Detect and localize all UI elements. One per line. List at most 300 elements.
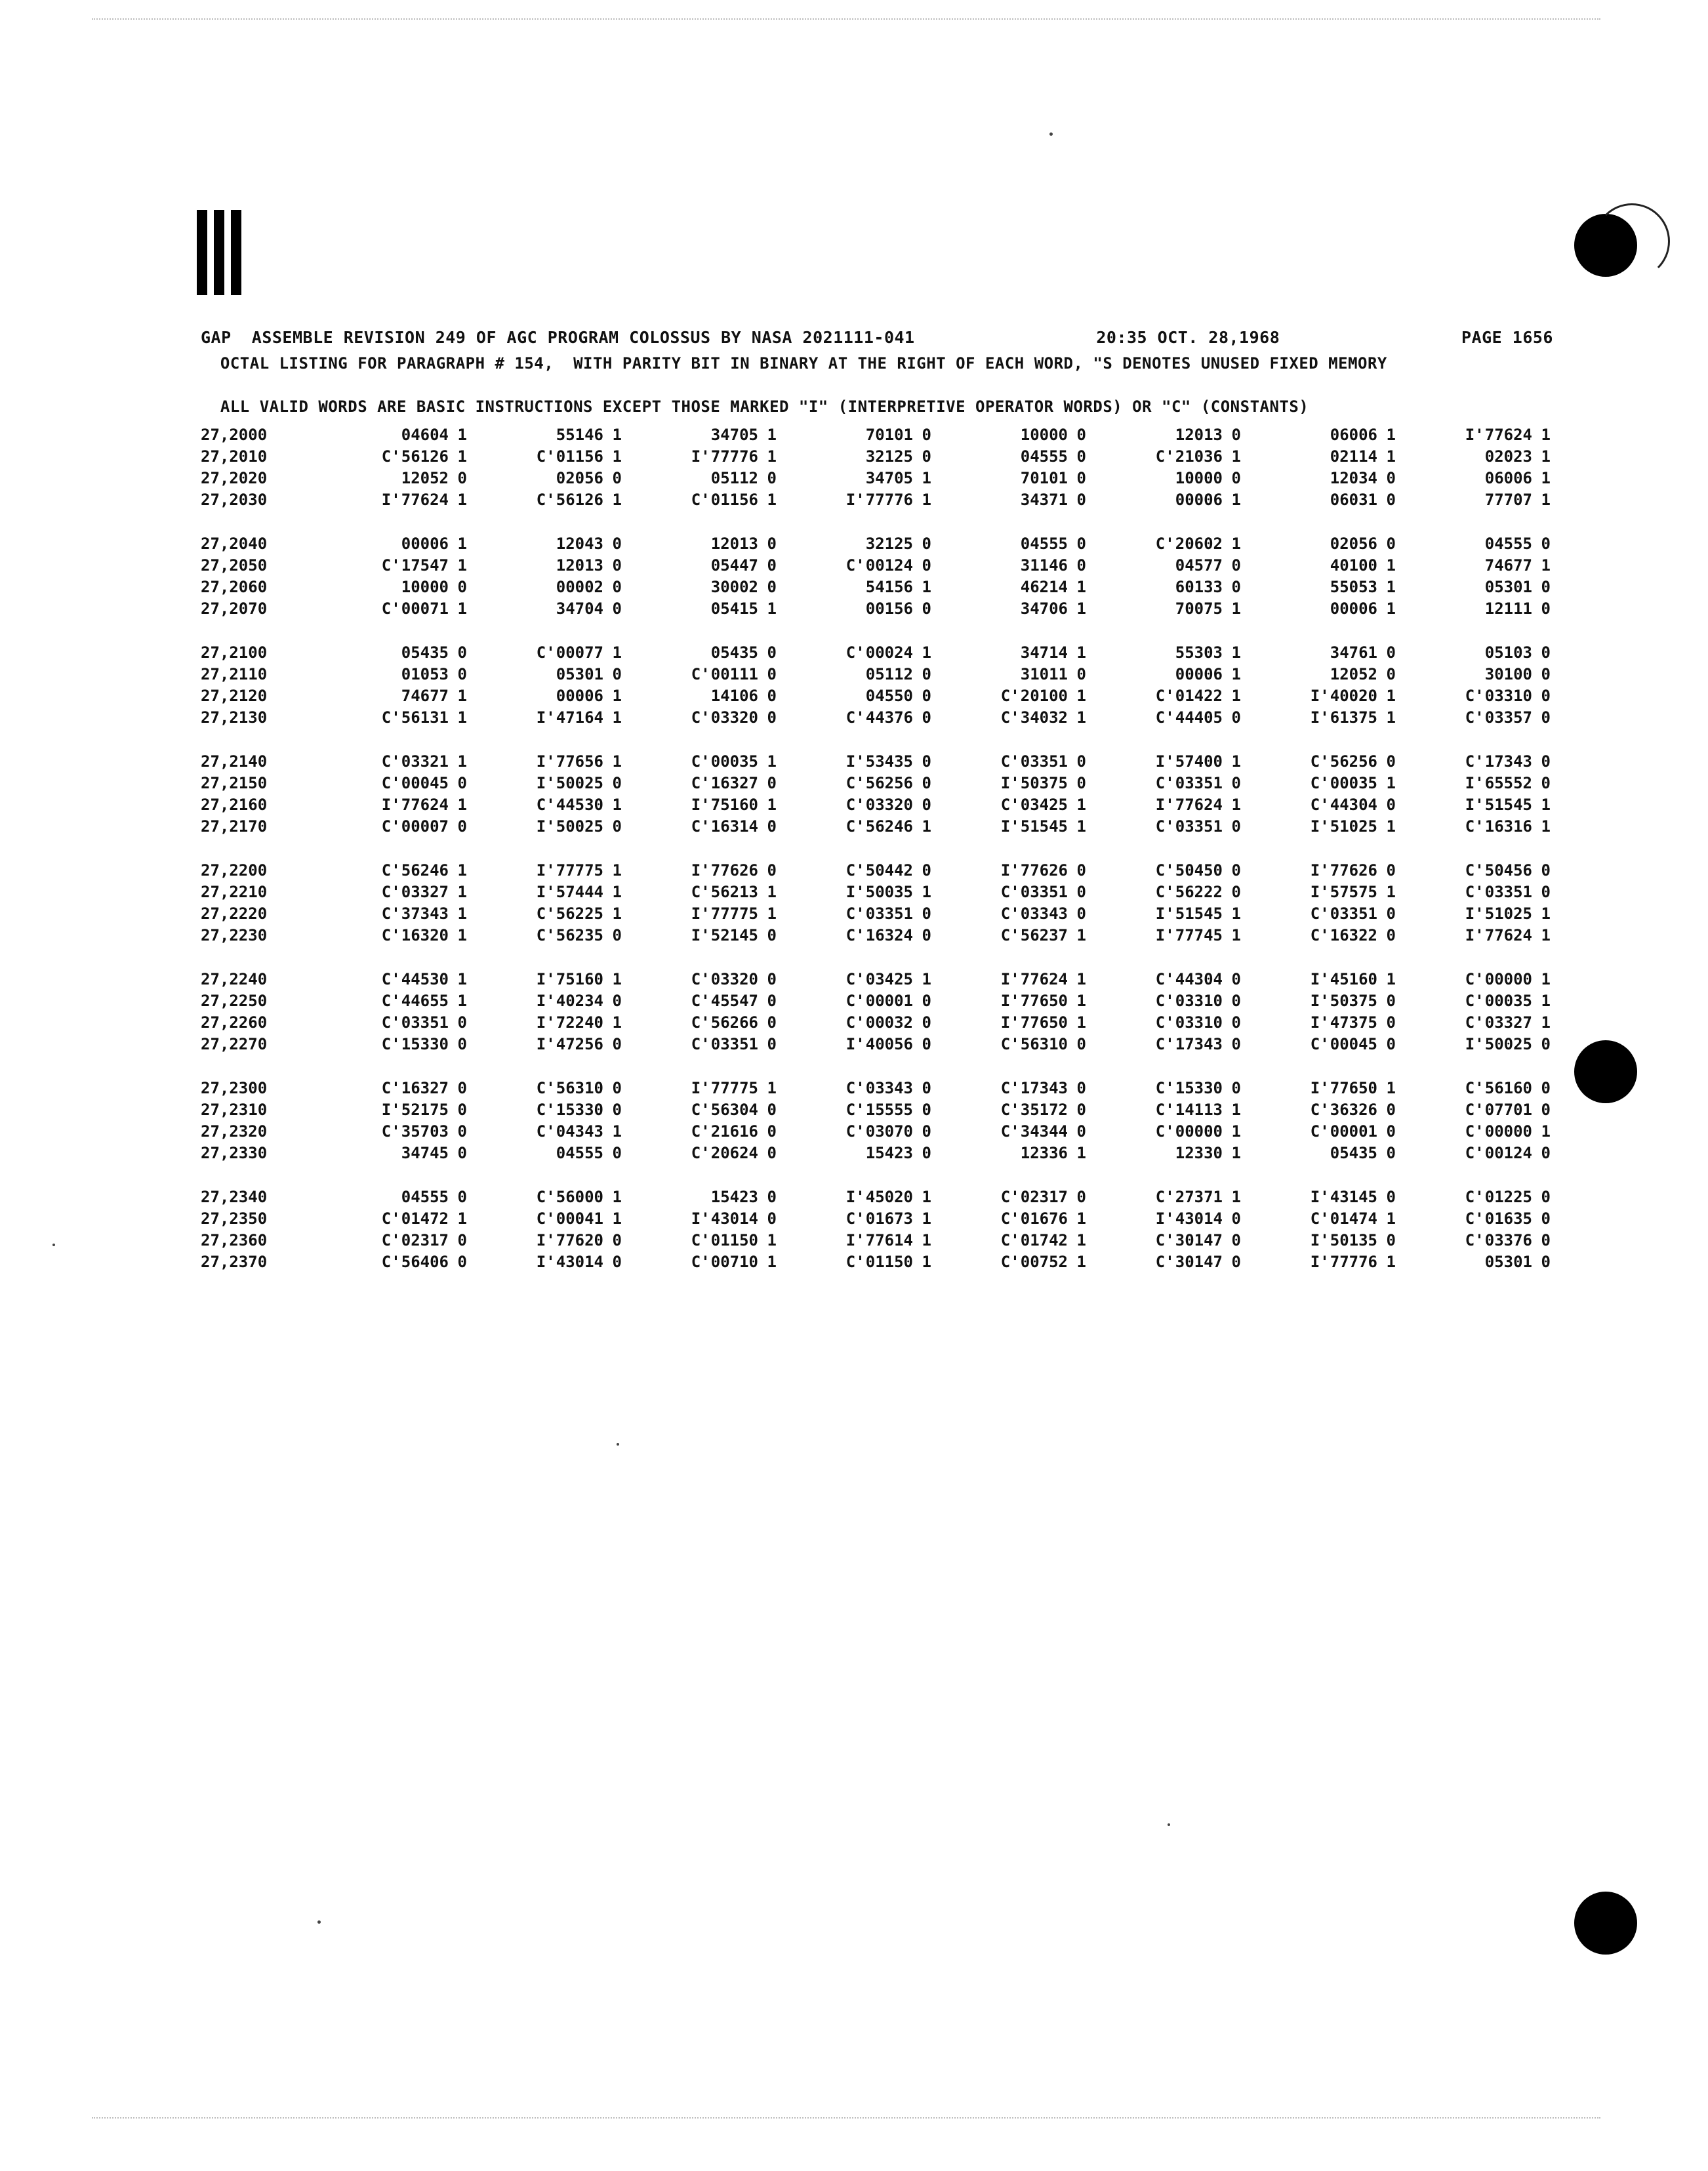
listing-row — [201, 598, 1553, 619]
parity-bit: 0 — [612, 817, 622, 836]
octal-word — [467, 643, 622, 662]
parity-bit: 0 — [612, 534, 622, 553]
octal-word — [622, 1231, 777, 1249]
octal-word — [312, 535, 467, 553]
word-value: 10000 — [401, 577, 449, 596]
word-marker: C' — [1155, 882, 1175, 901]
octal-word — [1086, 774, 1241, 792]
octal-word — [1396, 992, 1551, 1010]
word-marker: C' — [381, 1078, 401, 1097]
parity-bit: 1 — [457, 425, 467, 444]
word-value: 04550 — [865, 686, 913, 705]
parity-bit: 0 — [1386, 664, 1396, 683]
row-address: 27,2010 — [201, 447, 268, 466]
parity-bit: 0 — [1541, 577, 1551, 596]
word-marker: I' — [845, 882, 865, 901]
word-marker: C' — [691, 1230, 710, 1249]
word-value: 43014 — [1175, 1209, 1223, 1228]
octal-word — [1086, 1079, 1241, 1097]
octal-word — [1241, 556, 1396, 575]
parity-bit: 0 — [1541, 773, 1551, 792]
parity-bit: 0 — [922, 1013, 931, 1032]
octal-word — [1086, 861, 1241, 880]
parity-bit: 0 — [1541, 1252, 1551, 1271]
word-value: 02056 — [556, 468, 603, 487]
listing-row — [201, 706, 1553, 728]
word-value: 55146 — [556, 425, 603, 444]
parity-bit: 0 — [1541, 1143, 1551, 1162]
word-value: 20100 — [1020, 686, 1068, 705]
word-marker: C' — [1310, 1034, 1330, 1053]
parity-bit: 1 — [612, 1122, 622, 1141]
listing-row — [201, 1251, 1553, 1272]
word-value: 00006 — [1175, 664, 1223, 683]
row-address: 27,2340 — [201, 1187, 268, 1206]
parity-bit: 1 — [612, 643, 622, 662]
listing-row — [201, 1229, 1553, 1251]
parity-bit: 1 — [1386, 1252, 1396, 1271]
word-marker: C' — [1465, 1013, 1484, 1032]
word-marker: I' — [691, 861, 710, 880]
parity-bit: 1 — [1386, 969, 1396, 988]
parity-bit: 1 — [612, 708, 622, 727]
word-marker: C' — [691, 1100, 710, 1119]
octal-word — [312, 1209, 467, 1228]
word-marker: I' — [536, 1034, 556, 1053]
word-value: 56225 — [556, 904, 603, 923]
parity-bit: 1 — [1076, 925, 1086, 944]
word-value: 03070 — [865, 1122, 913, 1141]
word-value: 77624 — [1175, 795, 1223, 814]
word-marker: C' — [845, 991, 865, 1010]
octal-word — [1241, 1101, 1396, 1119]
word-marker: C' — [691, 817, 710, 836]
octal-word — [777, 447, 931, 466]
row-address: 27,2110 — [201, 664, 268, 683]
parity-bit: 1 — [457, 882, 467, 901]
parity-bit: 0 — [1541, 599, 1551, 618]
listing-block — [201, 750, 1553, 837]
octal-word — [467, 970, 622, 988]
parity-bit: 0 — [767, 817, 777, 836]
word-marker: C' — [1465, 686, 1484, 705]
scan-speck — [1049, 132, 1053, 136]
parity-bit: 1 — [767, 882, 777, 901]
row-address: 27,2100 — [201, 643, 268, 662]
parity-bit: 1 — [1541, 1013, 1551, 1032]
word-value: 30100 — [1484, 664, 1532, 683]
word-marker: C' — [845, 1078, 865, 1097]
word-value: 77624 — [401, 490, 449, 509]
word-value: 03351 — [1330, 904, 1377, 923]
word-value: 47256 — [556, 1034, 603, 1053]
octal-word — [467, 774, 622, 792]
row-address: 27,2120 — [201, 686, 268, 705]
octal-word — [1396, 926, 1551, 944]
word-marker: C' — [691, 708, 710, 727]
word-value: 45547 — [710, 991, 758, 1010]
word-value: 12013 — [1175, 425, 1223, 444]
octal-word — [931, 1231, 1086, 1249]
word-value: 01673 — [865, 1209, 913, 1228]
parity-bit: 1 — [1231, 925, 1241, 944]
octal-word — [1241, 817, 1396, 836]
parity-bit: 0 — [457, 1122, 467, 1141]
word-marker: I' — [536, 861, 556, 880]
parity-bit: 1 — [1231, 664, 1241, 683]
parity-bit: 1 — [1231, 1143, 1241, 1162]
octal-word — [1241, 1253, 1396, 1271]
octal-word — [467, 708, 622, 727]
word-value: 77776 — [1330, 1252, 1377, 1271]
word-value: 00001 — [865, 991, 913, 1010]
row-address: 27,2220 — [201, 904, 268, 923]
octal-word — [622, 1144, 777, 1162]
parity-bit: 1 — [457, 1209, 467, 1228]
octal-word — [931, 1188, 1086, 1206]
parity-bit: 0 — [612, 925, 622, 944]
octal-word — [1086, 535, 1241, 553]
octal-word — [1396, 904, 1551, 923]
row-address: 27,2040 — [201, 534, 268, 553]
octal-word — [467, 861, 622, 880]
word-value: 03320 — [710, 969, 758, 988]
word-marker: C' — [691, 991, 710, 1010]
parity-bit: 1 — [1541, 1122, 1551, 1141]
parity-bit: 1 — [457, 490, 467, 509]
parity-bit: 0 — [1231, 817, 1241, 836]
header-subtitle: OCTAL LISTING FOR PARAGRAPH # 154, WITH PARITY BIT IN BINARY AT THE RIGHT OF EACH WORD, "S DENOTES UNUSED FIXED MEMORY — [220, 354, 1387, 373]
word-value: 00710 — [710, 1252, 758, 1271]
word-value: 05301 — [1484, 1252, 1532, 1271]
word-value: 56266 — [710, 1013, 758, 1032]
octal-word — [1241, 535, 1396, 553]
parity-bit: 0 — [767, 1034, 777, 1053]
parity-bit: 1 — [922, 817, 931, 836]
octal-word — [1086, 1122, 1241, 1141]
parity-bit: 1 — [922, 1209, 931, 1228]
word-value: 32125 — [865, 534, 913, 553]
parity-bit: 0 — [922, 664, 931, 683]
word-marker: I' — [1465, 773, 1484, 792]
row-address: 27,2310 — [201, 1100, 268, 1119]
word-marker: I' — [536, 752, 556, 771]
octal-word — [777, 1209, 931, 1228]
octal-word — [777, 817, 931, 836]
octal-word — [312, 599, 467, 618]
word-value: 56246 — [401, 861, 449, 880]
parity-bit: 0 — [767, 534, 777, 553]
octal-word — [1396, 1035, 1551, 1053]
octal-word — [1241, 752, 1396, 771]
word-value: 36326 — [1330, 1100, 1377, 1119]
word-value: 50025 — [1484, 1034, 1532, 1053]
parity-bit: 1 — [1541, 969, 1551, 988]
word-value: 01156 — [710, 490, 758, 509]
octal-word — [777, 556, 931, 575]
word-value: 07701 — [1484, 1100, 1532, 1119]
octal-word — [931, 643, 1086, 662]
octal-word — [777, 904, 931, 923]
parity-bit: 1 — [612, 969, 622, 988]
word-marker: I' — [536, 1252, 556, 1271]
parity-bit: 1 — [922, 577, 931, 596]
octal-word — [777, 1035, 931, 1053]
octal-word — [1086, 992, 1241, 1010]
word-value: 20602 — [1175, 534, 1223, 553]
word-marker: C' — [536, 1078, 556, 1097]
word-marker: I' — [381, 1100, 401, 1119]
header-note: ALL VALID WORDS ARE BASIC INSTRUCTIONS EXCEPT THOSE MARKED "I" (INTERPRETIVE OPERATOR WORDS) OR "C" (CONSTANTS) — [220, 397, 1309, 416]
octal-word — [931, 578, 1086, 596]
parity-bit: 0 — [1386, 1013, 1396, 1032]
octal-word — [622, 469, 777, 487]
octal-word — [467, 992, 622, 1010]
parity-bit: 1 — [457, 752, 467, 771]
word-value: 44376 — [865, 708, 913, 727]
word-marker: I' — [536, 991, 556, 1010]
octal-word — [467, 1231, 622, 1249]
parity-bit: 1 — [612, 490, 622, 509]
parity-bit: 1 — [1231, 1122, 1241, 1141]
octal-word — [931, 1079, 1086, 1097]
word-marker: C' — [1155, 1034, 1175, 1053]
word-value: 02114 — [1330, 447, 1377, 466]
parity-bit: 0 — [457, 817, 467, 836]
octal-word — [467, 1188, 622, 1206]
octal-word — [467, 599, 622, 618]
octal-word — [467, 1013, 622, 1032]
parity-bit: 1 — [457, 925, 467, 944]
word-marker: I' — [1000, 773, 1020, 792]
word-value: 44530 — [556, 795, 603, 814]
word-marker: C' — [536, 490, 556, 509]
parity-bit: 0 — [457, 1013, 467, 1032]
word-value: 56126 — [401, 447, 449, 466]
octal-word — [931, 1013, 1086, 1032]
parity-bit: 0 — [612, 991, 622, 1010]
octal-word — [1086, 708, 1241, 727]
word-marker: C' — [845, 817, 865, 836]
parity-bit: 0 — [1076, 490, 1086, 509]
id-bars-mark — [197, 210, 249, 295]
octal-word — [931, 708, 1086, 727]
word-value: 04604 — [401, 425, 449, 444]
octal-word — [777, 1101, 931, 1119]
listing-row — [201, 924, 1553, 946]
word-value: 21616 — [710, 1122, 758, 1141]
word-marker: C' — [845, 643, 865, 662]
parity-bit: 0 — [922, 1034, 931, 1053]
word-marker: C' — [691, 490, 710, 509]
octal-word — [931, 883, 1086, 901]
octal-word — [312, 1253, 467, 1271]
word-value: 03320 — [710, 708, 758, 727]
parity-bit: 0 — [1076, 447, 1086, 466]
octal-word — [1086, 1035, 1241, 1053]
word-value: 34032 — [1020, 708, 1068, 727]
word-marker: I' — [691, 1209, 710, 1228]
parity-bit: 1 — [612, 425, 622, 444]
octal-word — [931, 992, 1086, 1010]
octal-word — [1086, 447, 1241, 466]
parity-bit: 1 — [1231, 643, 1241, 662]
word-marker: C' — [845, 1252, 865, 1271]
listing-block — [201, 859, 1553, 946]
parity-bit: 1 — [1386, 577, 1396, 596]
parity-bit: 1 — [922, 1252, 931, 1271]
parity-bit: 1 — [1386, 1209, 1396, 1228]
octal-word — [312, 1013, 467, 1032]
octal-word — [467, 1079, 622, 1097]
word-value: 46214 — [1020, 577, 1068, 596]
word-value: 12330 — [1175, 1143, 1223, 1162]
parity-bit: 0 — [767, 556, 777, 575]
listing-row — [201, 1099, 1553, 1120]
word-value: 00045 — [1330, 1034, 1377, 1053]
word-value: 56160 — [1484, 1078, 1532, 1097]
listing-row — [201, 467, 1553, 489]
octal-word — [1086, 796, 1241, 814]
word-value: 34704 — [556, 599, 603, 618]
word-marker: I' — [1310, 1078, 1330, 1097]
word-value: 70101 — [1020, 468, 1068, 487]
octal-word — [467, 1144, 622, 1162]
parity-bit: 0 — [1541, 1187, 1551, 1206]
word-value: 03310 — [1175, 1013, 1223, 1032]
parity-bit: 0 — [767, 686, 777, 705]
word-marker: C' — [1465, 752, 1484, 771]
word-value: 00041 — [556, 1209, 603, 1228]
parity-bit: 1 — [1076, 1013, 1086, 1032]
listing-row — [201, 1077, 1553, 1099]
word-marker: I' — [536, 1013, 556, 1032]
parity-bit: 1 — [1386, 708, 1396, 727]
octal-word — [1241, 643, 1396, 662]
parity-bit: 1 — [1231, 795, 1241, 814]
parity-bit: 0 — [457, 1100, 467, 1119]
octal-word — [1396, 1144, 1551, 1162]
parity-bit: 0 — [922, 686, 931, 705]
word-value: 34745 — [401, 1143, 449, 1162]
word-marker: C' — [1000, 1230, 1020, 1249]
parity-bit: 0 — [1541, 1230, 1551, 1249]
word-value: 00045 — [401, 773, 449, 792]
word-value: 77614 — [865, 1230, 913, 1249]
word-marker: C' — [381, 708, 401, 727]
octal-word — [622, 599, 777, 618]
parity-bit: 1 — [612, 447, 622, 466]
parity-bit: 1 — [767, 904, 777, 923]
octal-word — [1241, 1188, 1396, 1206]
word-marker: C' — [1155, 708, 1175, 727]
bottom-scan-edge — [92, 2117, 1600, 2119]
listing-row — [201, 1207, 1553, 1229]
word-value: 56256 — [865, 773, 913, 792]
octal-word — [312, 774, 467, 792]
word-marker: C' — [691, 1143, 710, 1162]
parity-bit: 0 — [767, 664, 777, 683]
word-marker: C' — [845, 1100, 865, 1119]
word-marker: C' — [381, 861, 401, 880]
word-marker: C' — [1310, 1122, 1330, 1141]
word-marker: I' — [1465, 1034, 1484, 1053]
octal-word — [622, 926, 777, 944]
word-value: 51025 — [1484, 904, 1532, 923]
listing-row — [201, 424, 1553, 445]
word-value: 30002 — [710, 577, 758, 596]
word-value: 01053 — [401, 664, 449, 683]
word-value: 40100 — [1330, 556, 1377, 575]
word-marker: C' — [536, 447, 556, 466]
word-marker: I' — [1000, 817, 1020, 836]
word-value: 05447 — [710, 556, 758, 575]
word-marker: I' — [691, 795, 710, 814]
scan-speck — [617, 1443, 619, 1446]
word-value: 15330 — [556, 1100, 603, 1119]
parity-bit: 0 — [1076, 882, 1086, 901]
word-value: 35703 — [401, 1122, 449, 1141]
word-marker: C' — [1465, 991, 1484, 1010]
octal-word — [622, 970, 777, 988]
parity-bit: 0 — [1076, 752, 1086, 771]
octal-word — [1396, 1101, 1551, 1119]
word-marker: C' — [1310, 795, 1330, 814]
octal-word — [1086, 1209, 1241, 1228]
octal-word — [931, 599, 1086, 618]
octal-word — [777, 1144, 931, 1162]
word-value: 77650 — [1330, 1078, 1377, 1097]
octal-word — [1241, 861, 1396, 880]
word-value: 34371 — [1020, 490, 1068, 509]
parity-bit: 0 — [1386, 534, 1396, 553]
word-marker: C' — [691, 1034, 710, 1053]
parity-bit: 0 — [1386, 643, 1396, 662]
octal-word — [931, 1209, 1086, 1228]
listing-row — [201, 685, 1553, 706]
parity-bit: 0 — [457, 773, 467, 792]
parity-bit: 0 — [1231, 425, 1241, 444]
parity-bit: 0 — [922, 1078, 931, 1097]
parity-bit: 0 — [612, 1078, 622, 1097]
octal-word — [1086, 1013, 1241, 1032]
octal-word — [622, 1122, 777, 1141]
word-marker: C' — [381, 1209, 401, 1228]
octal-word — [1396, 687, 1551, 705]
row-address: 27,2270 — [201, 1034, 268, 1053]
word-marker: C' — [1310, 925, 1330, 944]
word-marker: C' — [1000, 1034, 1020, 1053]
word-value: 00035 — [1484, 991, 1532, 1010]
octal-word — [1086, 665, 1241, 683]
word-value: 16327 — [401, 1078, 449, 1097]
scan-speck — [1168, 1823, 1170, 1826]
parity-bit: 0 — [1231, 556, 1241, 575]
word-value: 16320 — [401, 925, 449, 944]
word-value: 01422 — [1175, 686, 1223, 705]
word-value: 31011 — [1020, 664, 1068, 683]
word-marker: C' — [1000, 882, 1020, 901]
octal-word — [467, 491, 622, 509]
word-value: 56237 — [1020, 925, 1068, 944]
word-marker: I' — [1310, 991, 1330, 1010]
word-marker: I' — [536, 773, 556, 792]
word-value: 05435 — [401, 643, 449, 662]
word-marker: I' — [1465, 425, 1484, 444]
word-value: 01150 — [865, 1252, 913, 1271]
word-marker: C' — [691, 1122, 710, 1141]
word-value: 50025 — [556, 817, 603, 836]
